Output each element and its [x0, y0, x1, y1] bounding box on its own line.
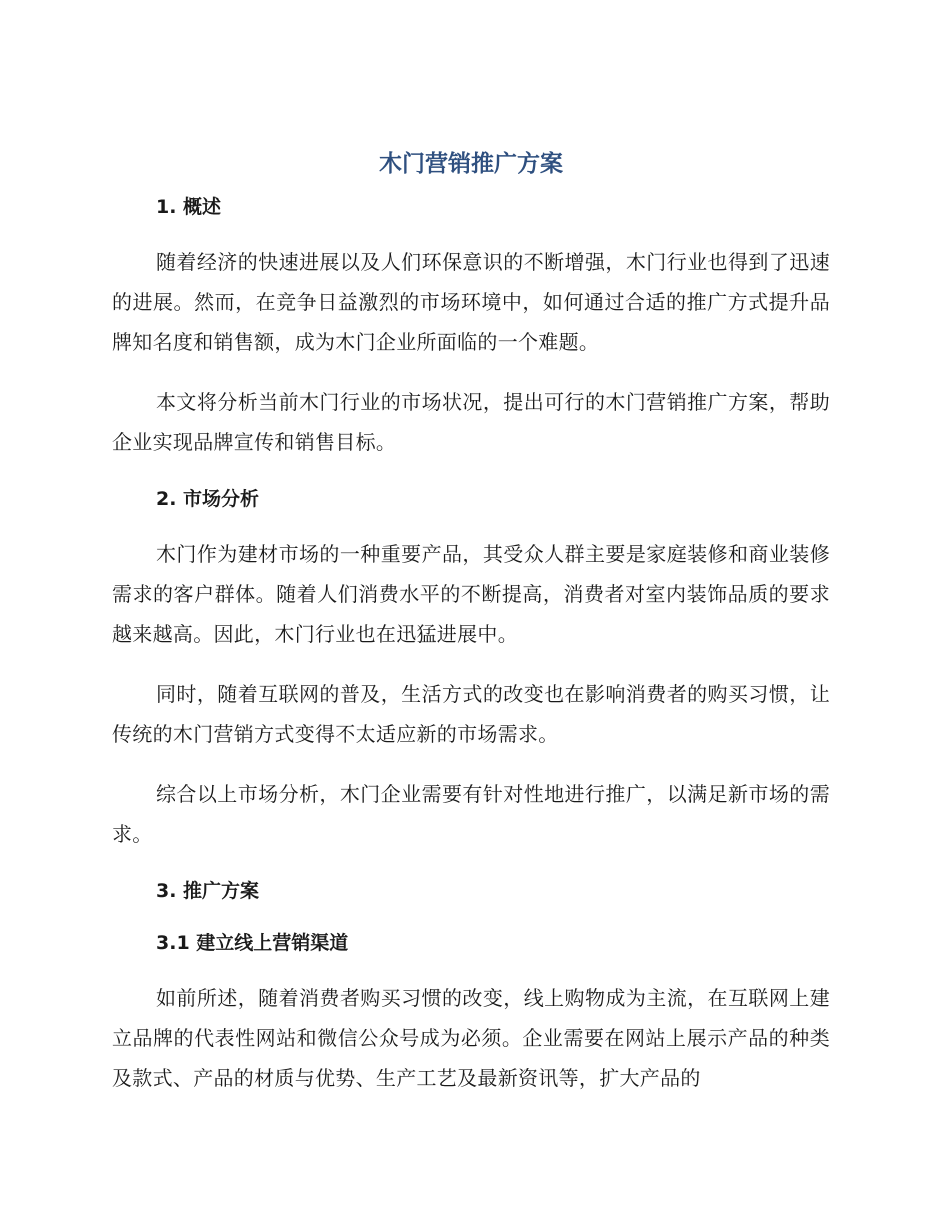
paragraph: 木门作为建材市场的一种重要产品，其受众人群主要是家庭装修和商业装修需求的客户群体。随着人们消费水平的不断提高，消费者对室内装饰品质的要求越来越高。因此，木门行业也在迅猛进展中。 [112, 542, 830, 646]
document-title: 木门营销推广方案 [379, 151, 563, 177]
paragraph: 随着经济的快速进展以及人们环保意识的不断增强，木门行业也得到了迅速的进展。然而，在竞争日益激烈的市场环境中，如何通过合适的推广方式提升品牌知名度和销售额，成为木门企业所面临的一个难题。 [112, 250, 830, 354]
document-body [112, 146, 830, 1098]
section-heading-promotion-plan: 3. 推广方案 [156, 880, 260, 902]
paragraph: 如前所述，随着消费者购买习惯的改变，线上购物成为主流，在互联网上建立品牌的代表性网站和微信公众号成为必须。企业需要在网站上展示产品的种类及款式、产品的材质与优势、生产工艺及最新资讯等，扩大产品的 [112, 986, 830, 1090]
paragraph: 本文将分析当前木门行业的市场状况，提出可行的木门营销推广方案，帮助企业实现品牌宣传和销售目标。 [112, 390, 830, 454]
section-heading-market-analysis: 2. 市场分析 [156, 488, 260, 510]
paragraph: 综合以上市场分析，木门企业需要有针对性地进行推广，以满足新市场的需求。 [112, 782, 830, 846]
subsection-heading-online-channels: 3.1 建立线上营销渠道 [156, 932, 349, 954]
section-heading-overview: 1. 概述 [156, 196, 222, 218]
paragraph: 同时，随着互联网的普及，生活方式的改变也在影响消费者的购买习惯，让传统的木门营销方式变得不太适应新的市场需求。 [112, 682, 830, 746]
